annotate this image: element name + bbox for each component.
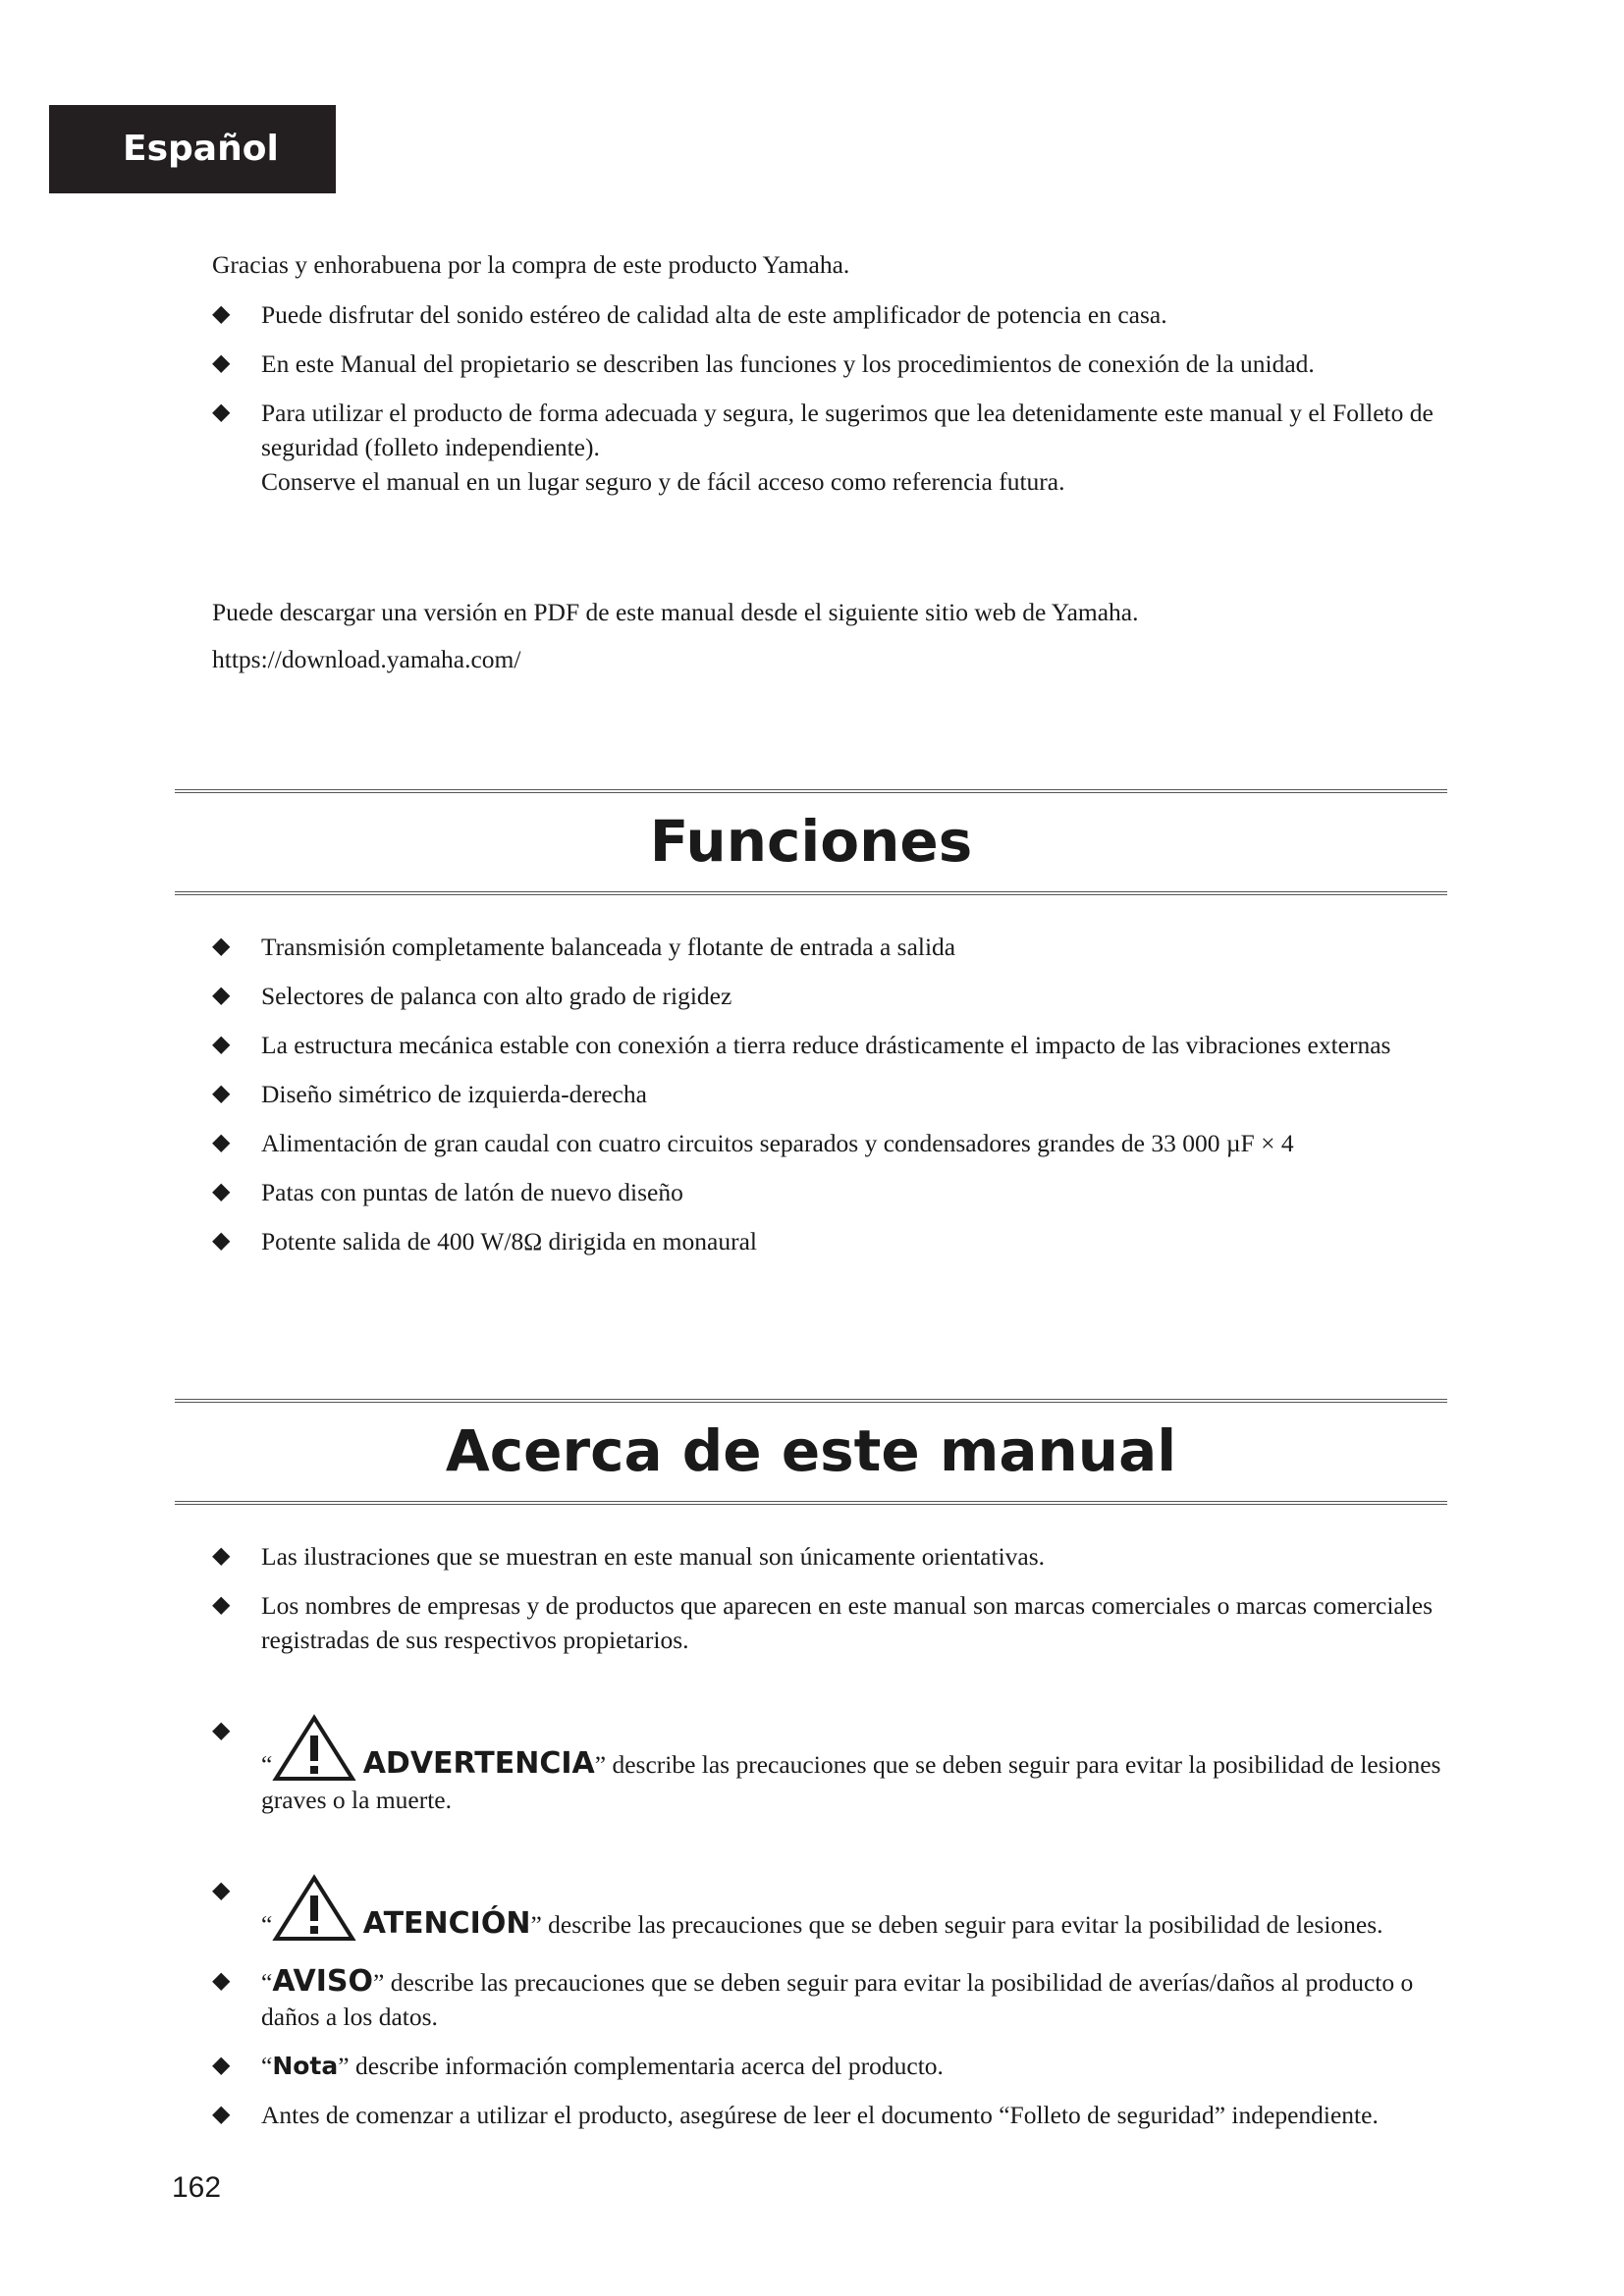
list-item: ◆ Alimentación de gran caudal con cuatro circuitos separados y condensadores grandes de 33 000 µF × 4 bbox=[212, 1126, 1451, 1160]
diamond-bullet-icon: ◆ bbox=[212, 350, 231, 376]
list-item: ◆ La estructura mecánica estable con conexión a tierra reduce drásticamente el impacto de las vibraciones externas bbox=[212, 1028, 1451, 1062]
diamond-bullet-icon: ◆ bbox=[212, 2102, 231, 2127]
diamond-bullet-icon: ◆ bbox=[212, 1081, 231, 1106]
acerca-list bbox=[212, 1539, 1451, 2132]
funciones-list bbox=[212, 930, 1451, 1258]
section-title-acerca: Acerca de este manual bbox=[175, 1399, 1447, 1505]
nota-label: Nota bbox=[272, 2052, 339, 2080]
diamond-bullet-icon: ◆ bbox=[212, 1592, 231, 1618]
list-item: ◆ Patas con puntas de latón de nuevo diseño bbox=[212, 1175, 1451, 1209]
list-item: ◆ Antes de comenzar a utilizar el producto, asegúrese de leer el documento “Folleto de seguridad” independiente. bbox=[212, 2098, 1451, 2132]
list-item: ◆ Selectores de palanca con alto grado de rigidez bbox=[212, 979, 1451, 1013]
section-title-funciones: Funciones bbox=[175, 789, 1447, 895]
list-item: ◆ Diseño simétrico de izquierda-derecha bbox=[212, 1077, 1451, 1111]
list-item-aviso: ◆ “AVISO” describe las precauciones que se deben seguir para evitar la posibilidad de averías/daños al producto o daños a los datos. bbox=[212, 1964, 1414, 2031]
diamond-bullet-icon: ◆ bbox=[212, 934, 231, 959]
list-item: ◆ Potente salida de 400 W/8Ω dirigida en monaural bbox=[212, 1224, 1451, 1258]
atencion-label: ATENCIÓN bbox=[362, 1906, 531, 1941]
language-tab: Español bbox=[49, 105, 336, 193]
diamond-bullet-icon: ◆ bbox=[212, 1228, 231, 1254]
list-item: ◆ Transmisión completamente balanceada y flotante de entrada a salida bbox=[212, 930, 1451, 964]
list-item: ◆ Los nombres de empresas y de productos que aparecen en este manual son marcas comerciales o marcas comerciales registradas de sus respectivos propietarios. bbox=[212, 1588, 1451, 1657]
list-item: ◆ Puede disfrutar del sonido estéreo de calidad alta de este amplificador de potencia en casa. bbox=[212, 297, 1451, 332]
page-number: 162 bbox=[172, 2171, 222, 2204]
diamond-bullet-icon: ◆ bbox=[212, 2053, 231, 2078]
download-text: Puede descargar una versión en PDF de este manual desde el siguiente sitio web de Yamaha. bbox=[212, 598, 1139, 626]
intro-greeting: Gracias y enhorabuena por la compra de este producto Yamaha. bbox=[212, 250, 850, 279]
diamond-bullet-icon: ◆ bbox=[212, 1878, 231, 1903]
diamond-bullet-icon: ◆ bbox=[212, 301, 231, 327]
download-url-link[interactable]: https://download.yamaha.com/ bbox=[212, 645, 521, 673]
diamond-bullet-icon: ◆ bbox=[212, 1130, 231, 1155]
diamond-bullet-icon: ◆ bbox=[212, 1968, 231, 1994]
diamond-bullet-icon: ◆ bbox=[212, 1032, 231, 1057]
list-item-advertencia: ◆ “ ADVERTENCIA” describe las precauciones que se deben seguir para evitar la posibilidad de lesiones graves o la muerte. bbox=[212, 1679, 1451, 1817]
list-item: ◆ Las ilustraciones que se muestran en este manual son únicamente orientativas. bbox=[212, 1539, 1451, 1574]
list-item: ◆ Para utilizar el producto de forma adecuada y segura, le sugerimos que lea detenidamente este manual y el Folleto de seguridad (folleto independiente). Conserve el manual en un lugar seguro y de fácil acceso como referencia futura. bbox=[212, 396, 1451, 499]
list-item: ◆ En este Manual del propietario se describen las funciones y los procedimientos de conexión de la unidad. bbox=[212, 347, 1451, 381]
list-item-atencion: ◆ “ ATENCIÓN” describe las precauciones que se deben seguir para evitar la posibilidad de lesiones. bbox=[212, 1839, 1451, 1943]
advertencia-label: ADVERTENCIA bbox=[362, 1746, 595, 1781]
warning-triangle-icon bbox=[272, 1714, 356, 1783]
diamond-bullet-icon: ◆ bbox=[212, 400, 231, 425]
diamond-bullet-icon: ◆ bbox=[212, 1543, 231, 1569]
intro-bullet-list bbox=[212, 297, 1451, 499]
diamond-bullet-icon: ◆ bbox=[212, 1718, 231, 1743]
diamond-bullet-icon: ◆ bbox=[212, 983, 231, 1008]
diamond-bullet-icon: ◆ bbox=[212, 1179, 231, 1204]
warning-triangle-icon bbox=[272, 1874, 356, 1943]
list-item-nota: ◆ “Nota” describe información complementaria acerca del producto. bbox=[212, 2049, 1451, 2083]
aviso-label: AVISO bbox=[272, 1964, 373, 1999]
